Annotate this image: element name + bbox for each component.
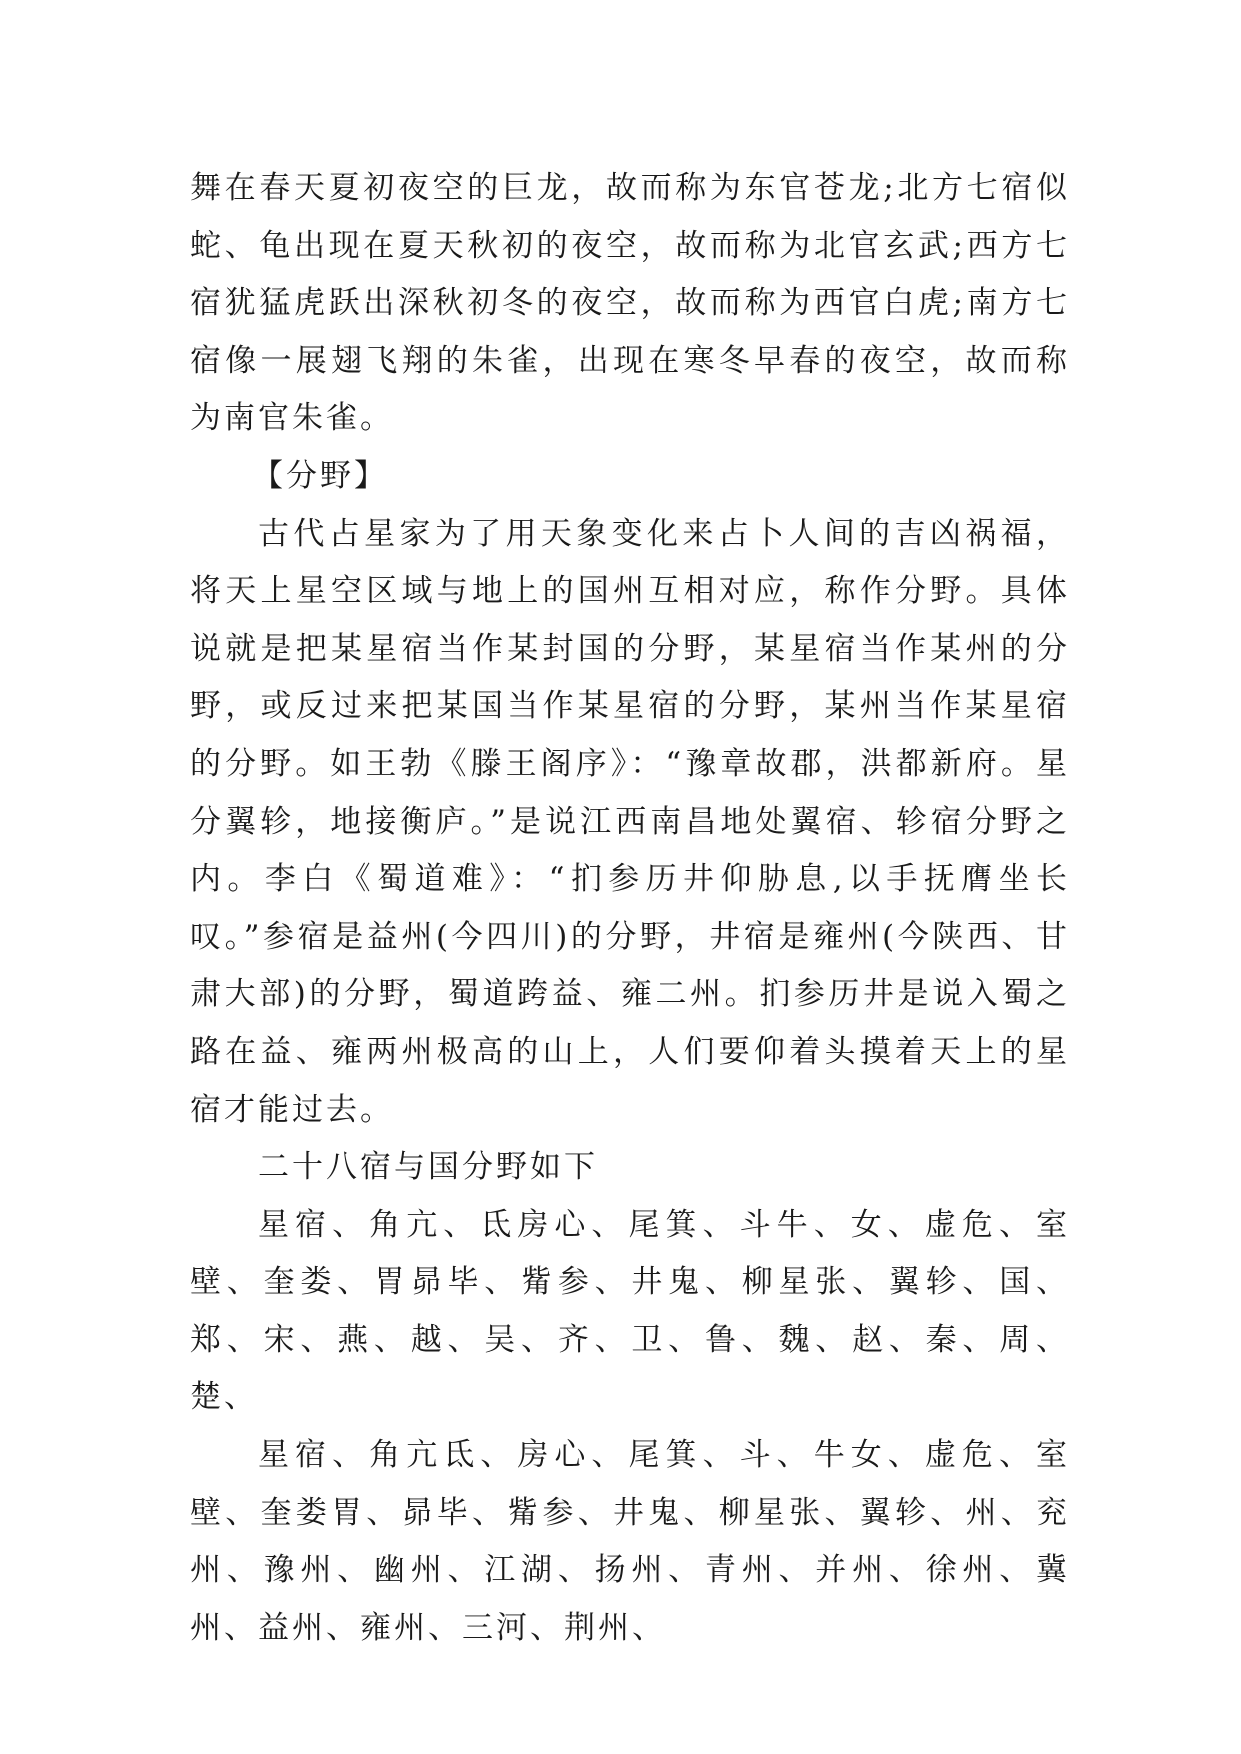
document-body: [190, 160, 1070, 1657]
paragraph-provinces-mapping: 星宿、角亢氐、房心、尾箕、斗、牛女、虚危、室壁、奎娄胃、昴毕、觜参、井鬼、柳星张、翼轸、州、兖州、豫州、幽州、江湖、扬州、青州、并州、徐州、冀州、益州、雍州、三河、荆州、: [190, 1437, 1070, 1646]
section-heading-fenye: 【分野】: [252, 457, 388, 494]
paragraph-fenye-explanation: 古代占星家为了用天象变化来占卜人间的吉凶祸福，将天上星空区域与地上的国州互相对应，称作分野。具体说就是把某星宿当作某封国的分野，某星宿当作某州的分野，或反过来把某国当作某星宿的分野，某州当作某星宿的分野。如王勃《滕王阁序》：“豫章故郡，洪都新府。星分翼轸，地接衡庐。”是说江西南昌地处翼宿、轸宿分野之内。李白《蜀道难》：“扪参历井仰胁息,以手抚膺坐长叹。”参宿是益州(今四川)的分野，井宿是雍州(今陕西、甘肃大部)的分野，蜀道跨益、雍二州。扪参历井是说入蜀之路在益、雍两州极高的山上，人们要仰着头摸着天上的星宿才能过去。: [190, 515, 1070, 1128]
paragraph-states-mapping: 星宿、角亢、氐房心、尾箕、斗牛、女、虚危、室壁、奎娄、胃昴毕、觜参、井鬼、柳星张、翼轸、国、郑、宋、燕、越、吴、齐、卫、鲁、魏、赵、秦、周、楚、: [190, 1206, 1070, 1416]
paragraph-four-symbols: 舞在春天夏初夜空的巨龙，故而称为东官苍龙;北方七宿似蛇、龟出现在夏天秋初的夜空，故而称为北官玄武;西方七宿犹猛虎跃出深秋初冬的夜空，故而称为西官白虎;南方七宿像一展翅飞翔的朱雀，出现在寒冬早春的夜空，故而称为南官朱雀。: [190, 170, 1070, 437]
paragraph-list-intro: 二十八宿与国分野如下: [258, 1149, 598, 1186]
